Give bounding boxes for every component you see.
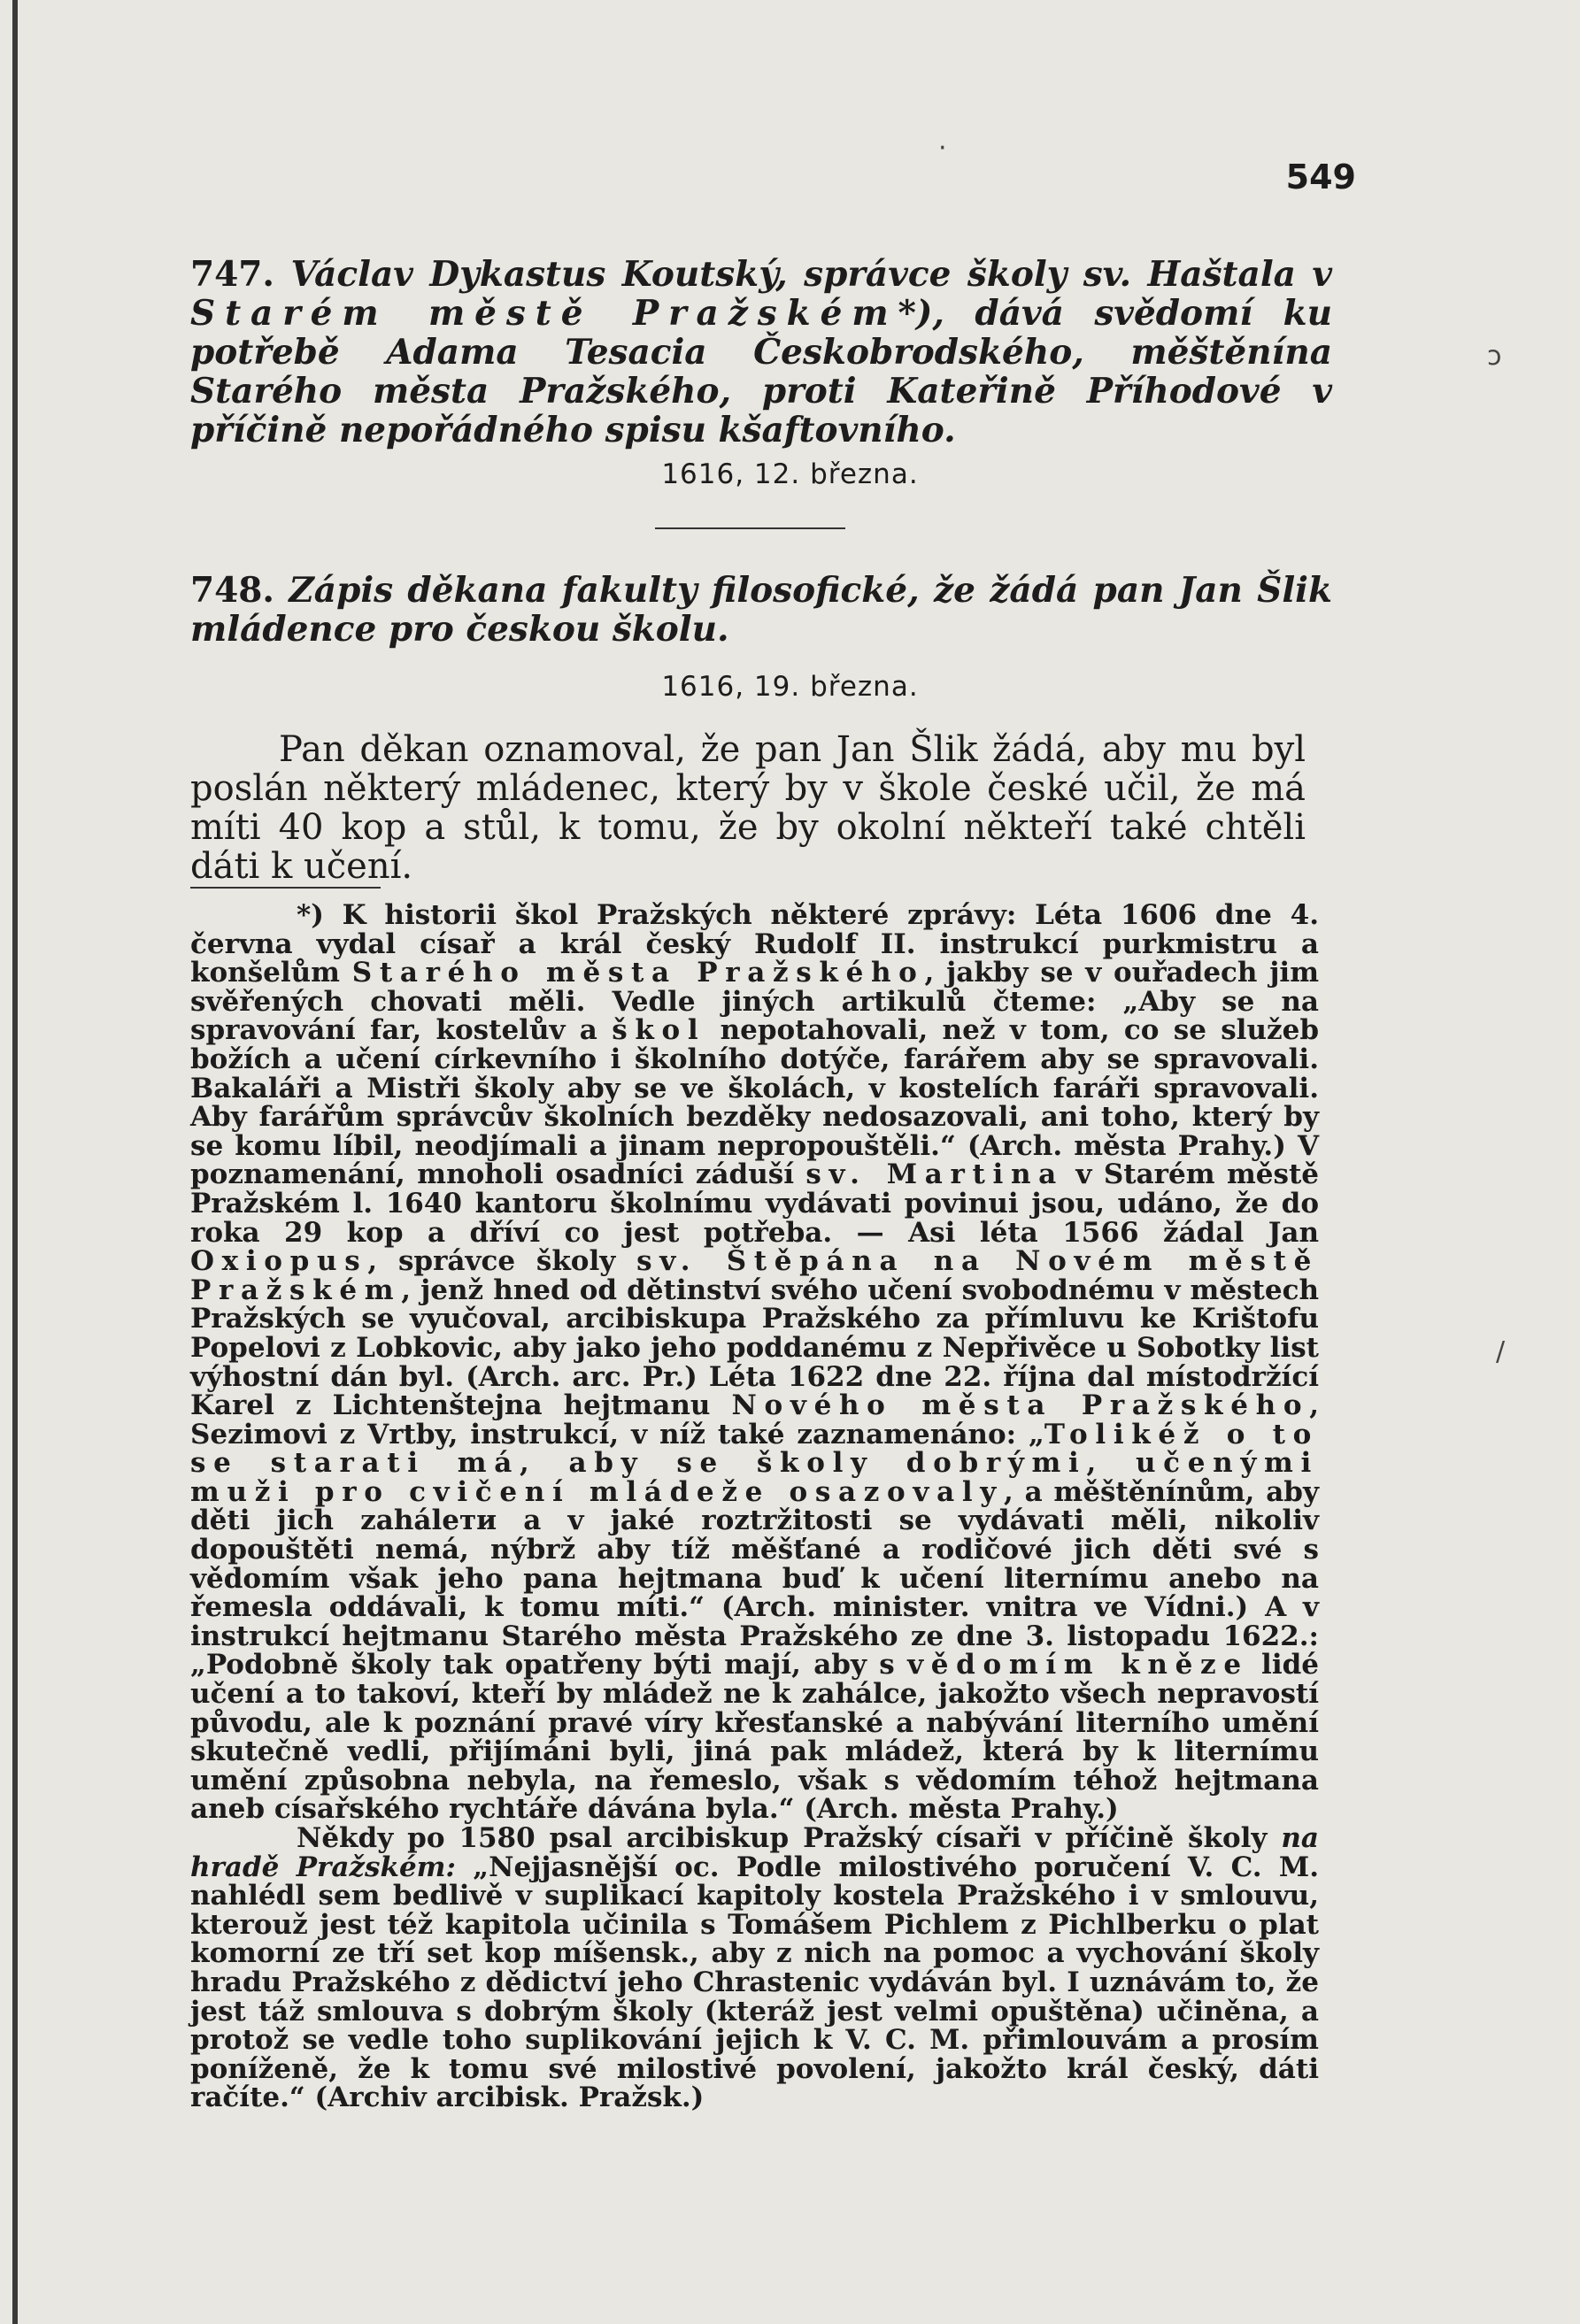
entry-number: 748. xyxy=(190,570,274,611)
entry-748-heading xyxy=(190,571,1332,649)
entry-heading-text: Zápis děkana fakulty filosofické, že žádá pan Jan Šlik mládence pro českou školu. xyxy=(190,570,1332,650)
entry-747-heading xyxy=(190,255,1332,450)
footnote-text: , jakby se v ouřadech jim svěřených chovati měli. Vedle jiných artikulů čteme: „Aby se na spravování far, kostelův a xyxy=(190,957,1319,1047)
footnote-text: lidé učení a to takoví, kteří by mládež ne k zahálce, jakožto všech nepravostí původu, ale k poznání pravé víry křesťanské a nabývání literního umění skutečně vedli, přijímáni byli, jiná pak mládež, která by k liternímu umění způsobna nebyla, na řemeslo, však s vědomím téhož hejtmana aneb císařského rychtáře dávána byla.“ (Arch. města Prahy.) xyxy=(190,1649,1320,1826)
footnote-paragraph xyxy=(190,1824,1319,2112)
spaced-emphasis: vědomím kněze xyxy=(907,1649,1249,1681)
footnote-text: , správce školy xyxy=(367,1245,637,1278)
entry-747-date: 1616, 12. března. xyxy=(661,458,919,490)
page-number: 549 xyxy=(1285,158,1356,196)
footnote-paragraph xyxy=(190,901,1319,1824)
spaced-emphasis: Tolikéž o to se starati má, aby se školy dobrými, učenými muži pro cvičení mládeže osazovaly xyxy=(190,1418,1320,1508)
spaced-emphasis: sv. Štěpána na Novém městě Pražském xyxy=(190,1245,1319,1306)
footnote-text: *) K historii škol Pražských některé zprávy: Léta 1606 dne 4. června vydal císař a král český Rudolf II. instrukcí purkmistru a konšelům xyxy=(190,899,1319,989)
spaced-emphasis: Starém městě Pražském xyxy=(190,293,898,334)
spaced-emphasis: sv. Martina xyxy=(805,1158,1064,1191)
footnote-text: v Starém městě Pražském l. 1640 kantoru školnímu vydávati povinui jsou, udáno, že do roka 29 kop a dříví co jest potřeba. — Asi léta 1566 žádal Jan xyxy=(190,1158,1319,1249)
italic-emphasis: na hradě Pražském: xyxy=(190,1822,1319,1883)
entry-number: 747. xyxy=(190,254,274,295)
footnote-text: „Nejjasnější oc. Podle milostivého poručení V. C. M. nahlédl sem bedlivě v suplikací kapitoly kostela Pražského i v smlouvu, kterouž jest též kapitola učinila s Tomášem Pichlem z Pichlberku o plat komorní ze tří set kop míšensk., aby z nich na pomoc a vychování školy hradu Pražského z dědictví jeho Chrastenic vydáván byl. I uznávám to, že jest táž smlouva s dobrým školy (kteráž jest velmi opuštěna) učiněna, a protož se vedle toho suplikování jejich k V. C. M. přimlouvám a prosím poníženě, že k tomu své milostivé povolení, jakožto král český, dáti račíte.“ (Archiv arcibisk. Pražsk.) xyxy=(190,1851,1319,2114)
footnote-text: , Sezimovi z Vrtby, instrukcí, v níž také zaznamenáno: „ xyxy=(190,1389,1319,1451)
footnote-text: , a měštěnínům, aby děti jich zahálети a v jaké roztržitosti se vydávati měli, nikoliv dopouštěti nemá, nýbrž aby tíž měšťané a rodičové jich děti své s vědomím však jeho pana hejtmana buď k učení liternímu anebo na řemesla oddávali, k tomu míti.“ (Arch. minister. vnitra ve Vídni.) A v instrukcí hejtmanu Starého města Pražského ze dne 3. listopadu 1622.: „Podobně školy tak opatřeny býti mají, aby s xyxy=(190,1475,1319,1681)
spaced-emphasis: Nového města Pražského xyxy=(731,1389,1310,1422)
footnote xyxy=(190,901,1319,2112)
footnote-text: nepotahovali, než v tom, co se služeb božích a učení církevního i školního dotýče, farářem aby se spravovali. Bakaláři a Mistři školy aby se ve školách, v kostelích faráři spravovali. Aby farářům správcův školních bezděky nedosazovali, ani toho, který by se komu líbil, neodjímali a jinam nepropouštěli.“ (Arch. města Prahy.) V poznamenání, mnoholi osadníci záduší xyxy=(190,1014,1319,1191)
footnote-text: , jenž hned od dětinství svého učení svobodnému v městech Pražských se vyučoval, arcibiskupa Pražského za přímluvu ke Krištofu Popelovi z Lobkovic, aby jako jeho poddanému z Nepřivěce u Sobotky list výhostní dán byl. (Arch. arc. Pr.) Léta 1622 dne 22. října dal místodržící Karel z Lichtenštejna hejtmanu xyxy=(190,1274,1319,1422)
spaced-emphasis: škol xyxy=(612,1014,706,1047)
spaced-emphasis: Starého města Pražského xyxy=(351,957,925,989)
entry-748-date: 1616, 19. března. xyxy=(661,671,919,703)
print-speck: · xyxy=(938,133,947,164)
spaced-emphasis: Oxiopus xyxy=(190,1245,368,1278)
section-divider xyxy=(655,527,845,529)
page-binding-edge xyxy=(12,0,18,2324)
entry-heading-text: Václav Dykastus Koutský, správce školy sv. Haštala v xyxy=(290,254,1332,295)
print-speck: / xyxy=(1496,1336,1506,1367)
entry-heading-text: *), dává svědomí ku potřebě Adama Tesacia Českobrodského, měštěnína Starého města Pražského, proti Kateřině Příhodové v příčině nepořádného spisu kšaftovního. xyxy=(190,293,1332,450)
entry-748-body: Pan děkan oznamoval, že pan Jan Šlik žádá, aby mu byl poslán některý mládenec, který by v škole české učil, že má míti 40 kop a stůl, k tomu, že by okolní někteří také chtěli dáti k učení. xyxy=(190,729,1306,887)
footnote-text: Někdy po 1580 psal arcibiskup Pražský císaři v příčině školy xyxy=(297,1822,1282,1854)
footnote-divider xyxy=(190,887,381,889)
print-speck: ɔ xyxy=(1487,341,1502,372)
